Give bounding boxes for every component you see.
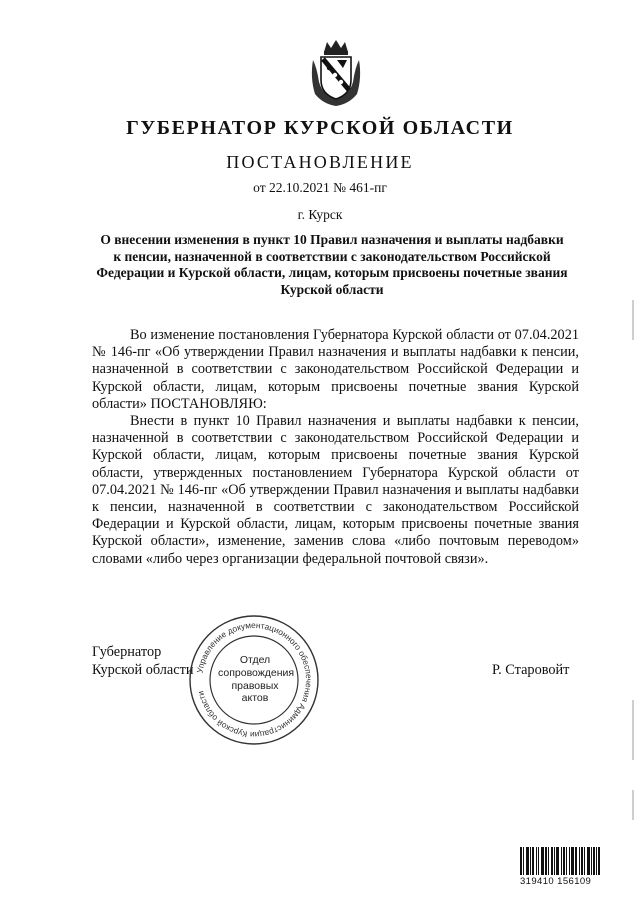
- document-date-number: от 22.10.2021 № 461-пг: [253, 180, 387, 195]
- scan-edge-mark: [632, 700, 634, 760]
- barcode: [520, 847, 624, 887]
- stamp-center-text: Отдел сопровождения правовых актов: [218, 654, 295, 705]
- scan-edge-mark: [632, 300, 634, 340]
- document-body: [92, 327, 579, 568]
- body-paragraph-resolution: Внести в пункт 10 Правил назначения и выплаты надбавки к пенсии, назначенной в соответствии с законодательством Российской Федерации и Курской области, лицам, которым присвоены почетные звания Курской области, утвержденных постановлением Губернатора Курской области от 07.04.2021 № 146-пг «Об утверждении Правил назначения и выплаты надбавки к пенсии, назначенной в соответствии с законодательством Российской Федерации и Курской области, лицам, которым присвоены почетные звания Курской области», изменение, заменив слова «либо почтовым переводом» словами «либо через организации федеральной почтовой связи».: [92, 413, 579, 567]
- signatory-position-line2: Курской области: [92, 661, 194, 678]
- document-city: г. Курск: [297, 207, 343, 222]
- signatory-position: [92, 644, 194, 679]
- coat-of-arms-icon: [309, 38, 363, 108]
- stamp-ring-text: Управление документационного обеспечения Администрации Курской области: [194, 619, 315, 741]
- document-type: ПОСТАНОВЛЕНИЕ: [226, 152, 414, 172]
- document-title: О внесении изменения в пункт 10 Правил назначения и выплаты надбавки к пенсии, назначенной в соответствии с законодательством Российской Федерации и Курской области, лицам, которым присвоены почетные звания Курской области: [96, 232, 568, 297]
- body-paragraph-preamble: Во изменение постановления Губернатора Курской области от 07.04.2021 № 146-пг «Об утверждении Правил назначения и выплаты надбавки к пенсии, назначенной в соответствии с законодательством Российской Федерации и Курской области, лицам, которым присвоены почетные звания Курской области» ПОСТАНОВЛЯЮ:: [92, 327, 579, 412]
- issuing-authority: ГУБЕРНАТОР КУРСКОЙ ОБЛАСТИ: [126, 117, 514, 139]
- signatory-position-line1: Губернатор: [92, 644, 162, 660]
- barcode-bars: [520, 847, 624, 875]
- barcode-number: 319410 156109: [520, 876, 592, 887]
- scan-edge-mark: [632, 790, 634, 820]
- signatory-name: Р. Старовойт: [492, 662, 570, 678]
